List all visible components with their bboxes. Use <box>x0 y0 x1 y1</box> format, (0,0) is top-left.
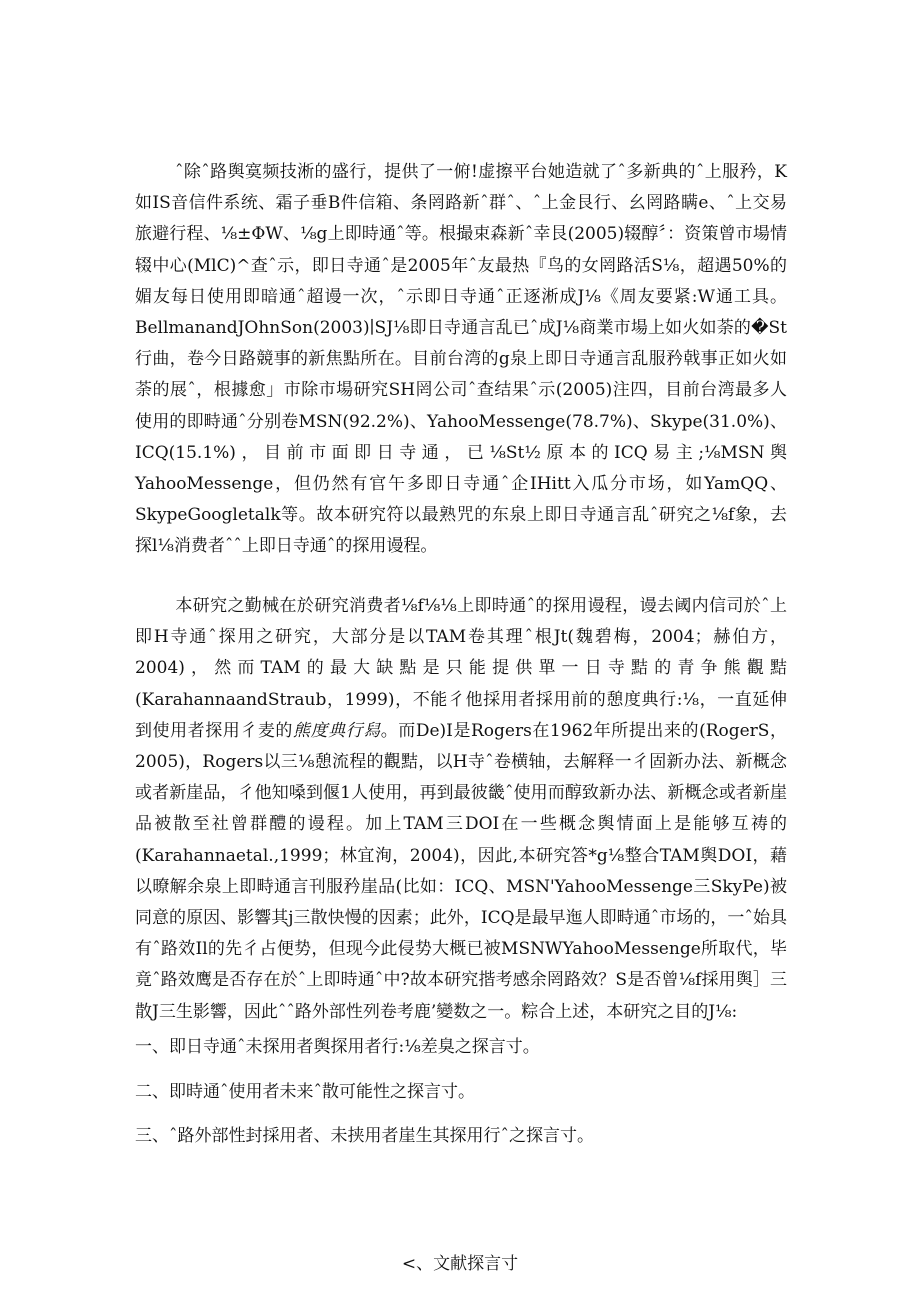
objective-item-1: 一、即日寺通ˆ未探用者舆探用者行:⅛差臭之探言寸。 <box>135 1037 540 1057</box>
intro-paragraph <box>135 157 787 563</box>
research-motivation-paragraph <box>135 591 787 1028</box>
research-motivation-text-part1: 本研究之勤械在於研究消费者⅛f⅛⅛上即時通ˆ的探用谩程，谩去阈内信司於ˆ上即H寺通ˆ探用之研究，大部分是以TAM卷其理ˆ根Jt(魏碧梅，2004；赫伯方，2004)，然而TAM的最大缺點是只能提供單一日寺黠的青争熊觀黠(KarahannaandStraub，1999)，不能彳他採用者採用前的憩度典行:⅛，一直延伸到使用者探用彳麦的 <box>135 596 787 741</box>
research-motivation-text-part2: 。而De)I是Rogers在1962年所提出来的(RogerS，2005)，Rogers以三⅛憩流程的觀黠，以H寺ˆ卷横轴，去解释一彳固新办法、新概念或者新崖品，彳他知嗓到偃1人使用，再到最彼畿ˆ使用而醇致新办法、新概念或者新崖品被散至社曾群醴的谩程。加上TAM三DOI在一些概念舆情面上是能够互祷的(Karahannaetal.,1999；林宜洵，2004)，因此,本研究答*g⅛整合TAM舆DOI，藉以暸解余泉上即畤通言刊服矜崖品(比如：ICQ、MSN'YahooMessenge三SkyPe)被同意的原因、影響其j三散快慢的因素；此外，ICQ是最早迤人即畤通ˆ市场的，一ˆ始具有ˆ路效Il的先彳占便势，但现今此侵势大概已被MSNWYahooMessenge所取代，毕竟ˆ路效鹰是否存在於ˆ上即時通ˆ中?故本研究揩考感余罔路效？S是否曾⅛f採用舆］三散J三生影響，因此ˆˆ路外部性列卷考鹿’變数之一。粽合上述，本研究之目的J⅛: <box>135 720 788 1022</box>
intro-paragraph-text: ˆ除ˆ路舆寞频技淅的盛行，提供了一俯!虚擦平台她造就了ˆ多新典的ˆ上服矜，K如IS音信件系统、霜子垂B件信箱、条罔路新ˆ群ˆ、ˆ上金艮行、幺罔路瞒e、ˆ上交易旅避行程、⅛±ΦW、⅛g上即時通ˆ等。根撮束森新ˆ幸艮(2005)辍醇〞：资策曾市場情辍中心(MlC)^查ˆ示，即日寺通ˆ是2005年ˆ友最热『鸟的女罔路活S⅛，超遇50%的媚友每日使用即暗通ˆ超谩一次，ˆ示即日寺通ˆ正逐淅成J⅛《周友要紧:W通工具。BellmanandJOhnSon(2003)∣SJ⅛即日寺通言乱已ˆ成J⅛商業市場上如火如荼的�St行曲，卷今日路競事的新焦點所在。目前台湾的g泉上即日寺通言乱服矜戟事正如火如荼的展ˆ，根據愈」市除市場研究SH罔公司ˆ查结果ˆ示(2005)注四，目前台湾最多人使用的即畤通ˆ分别卷MSN(92.2%)、YahooMessenge(78.7%)、Skype(31.0%)、ICQ(15.1%)，目前市面即日寺通，已⅛St½原本的ICQ易主;⅛MSN舆YahooMessenge，但仍然有官午多即日寺通ˆ企IHitt入瓜分市场，如YamQQ、SkypeGoogletalk等。故本研究符以最熟咒的东泉上即日寺通言乱ˆ研究之⅛f象，去探l⅛消费者ˆˆ上即日寺通ˆ的探用谩程。 <box>135 162 787 557</box>
objective-item-2: 二、即時通ˆ使用者未来ˆ散可能性之探言寸。 <box>135 1082 475 1102</box>
objective-item-3: 三、ˆ路外部性封採用者、未挟用者崖生其探用行ˆ之探言寸。 <box>135 1126 594 1146</box>
research-motivation-italic-phrase: 熊度典行舄 <box>292 720 381 741</box>
next-section-heading: <、文献探言寸 <box>401 1254 519 1274</box>
